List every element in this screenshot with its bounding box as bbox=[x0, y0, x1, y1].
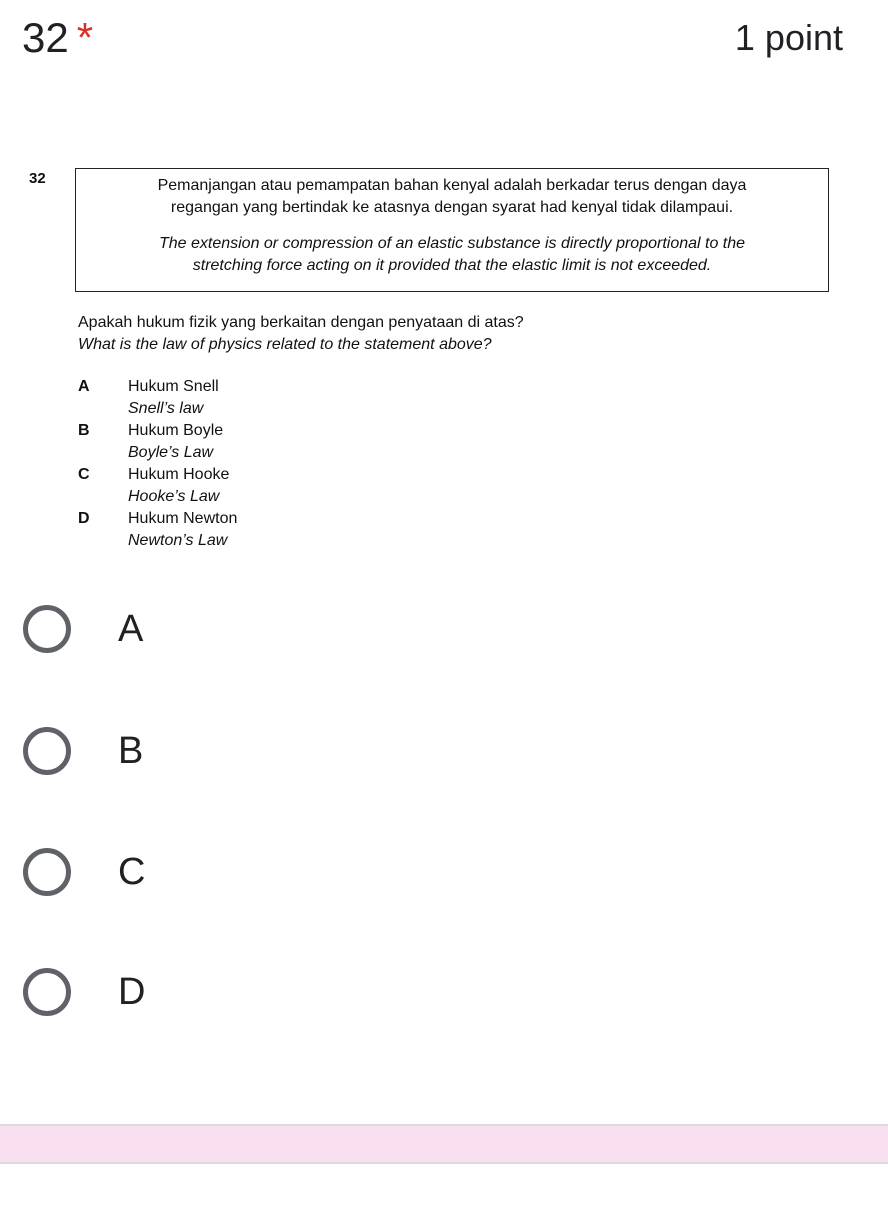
scan-option-malay: Hukum Snell bbox=[128, 378, 219, 395]
scan-question-text bbox=[78, 312, 524, 356]
choice-b[interactable] bbox=[0, 722, 888, 792]
scan-option bbox=[78, 376, 237, 420]
statement-box bbox=[75, 168, 829, 292]
scan-option-letter: C bbox=[78, 466, 90, 483]
question-image bbox=[0, 150, 888, 570]
choice-a-label[interactable]: A bbox=[118, 608, 144, 650]
choice-b-label[interactable]: B bbox=[118, 730, 144, 772]
statement-english-line-2: stretching force acting on it provided that the elastic limit is not exceeded. bbox=[192, 257, 712, 274]
radio-button-c[interactable] bbox=[23, 848, 71, 896]
scan-option-english: Boyle’s Law bbox=[128, 444, 214, 461]
choice-a[interactable] bbox=[0, 600, 888, 670]
question-number-text: 32 bbox=[22, 14, 69, 61]
scan-option-malay: Hukum Hooke bbox=[128, 466, 230, 483]
choice-d[interactable] bbox=[0, 963, 888, 1033]
scan-option-english: Newton’s Law bbox=[128, 532, 228, 549]
choice-c[interactable] bbox=[0, 843, 888, 913]
statement-english bbox=[76, 233, 828, 277]
question-english: What is the law of physics related to the statement above? bbox=[78, 336, 492, 353]
choice-d-label[interactable]: D bbox=[118, 971, 146, 1013]
radio-button-d[interactable] bbox=[23, 968, 71, 1016]
statement-malay-line-2: regangan yang bertindak ke atasnya dengan syarat had kenyal tidak dilampaui. bbox=[170, 199, 734, 216]
question-number bbox=[22, 12, 93, 64]
question-malay: Apakah hukum fizik yang berkaitan dengan penyataan di atas? bbox=[78, 314, 524, 331]
scan-option bbox=[78, 420, 237, 464]
scan-question-number: 32 bbox=[29, 170, 46, 187]
choice-c-label[interactable]: C bbox=[118, 851, 146, 893]
scan-option bbox=[78, 508, 237, 552]
scan-option bbox=[78, 464, 237, 508]
statement-malay-line-1: Pemanjangan atau pemampatan bahan kenyal adalah berkadar terus dengan daya bbox=[157, 177, 747, 194]
scan-option-malay: Hukum Boyle bbox=[128, 422, 224, 439]
required-asterisk: * bbox=[76, 14, 94, 61]
statement-english-line-1: The extension or compression of an elastic substance is directly proportional to the bbox=[158, 235, 746, 252]
scan-option-letter: B bbox=[78, 422, 90, 439]
question-points: 1 point bbox=[734, 17, 843, 58]
question-header bbox=[0, 0, 888, 80]
scan-option-letter: D bbox=[78, 510, 90, 527]
radio-button-b[interactable] bbox=[23, 727, 71, 775]
scan-option-letter: A bbox=[78, 378, 90, 395]
radio-button-a[interactable] bbox=[23, 605, 71, 653]
scan-option-english: Hooke’s Law bbox=[128, 488, 220, 505]
next-question-card-edge bbox=[0, 1124, 888, 1164]
scan-options-list bbox=[78, 376, 237, 552]
scan-option-malay: Hukum Newton bbox=[128, 510, 238, 527]
scan-option-english: Snell’s law bbox=[128, 400, 204, 417]
statement-malay bbox=[76, 175, 828, 219]
